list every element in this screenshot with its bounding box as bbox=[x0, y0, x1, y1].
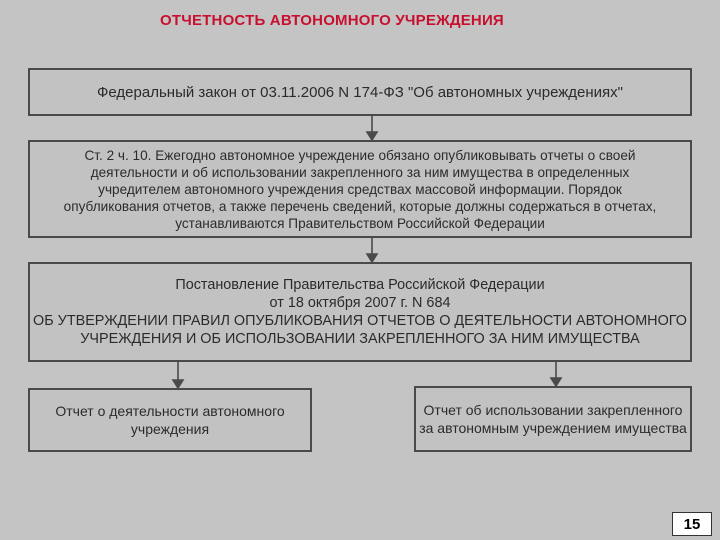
resolution-heading: Постановление Правительства Российской Федерации bbox=[175, 277, 545, 293]
activity-report-text: Отчет о деятельности автономного учреждения bbox=[55, 403, 285, 437]
slide-title: ОТЧЕТНОСТЬ АВТОНОМНОГО УЧРЕЖДЕНИЯ bbox=[160, 12, 504, 29]
arrow-resolution-to-property bbox=[551, 362, 561, 386]
arrow-article-to-resolution bbox=[367, 238, 377, 262]
resolution-title: ОБ УТВЕРЖДЕНИИ ПРАВИЛ ОПУБЛИКОВАНИЯ ОТЧЕТОВ О ДЕЯТЕЛЬНОСТИ АВТОНОМНОГО УЧРЕЖДЕНИЯ И ОБ ИСПОЛЬЗОВАНИИ ЗАКРЕПЛЕННОГО ЗА НИМ ИМУЩЕСТВА bbox=[33, 313, 687, 347]
page-number: 15 bbox=[672, 512, 712, 536]
arrow-law-to-article bbox=[367, 116, 377, 140]
resolution-date: от 18 октября 2007 г. N 684 bbox=[269, 295, 451, 311]
article-text: Ст. 2 ч. 10. Ежегодно автономное учреждение обязано опубликовывать отчеты о своей деятельности и об использовании закрепленного за ним имущества в определенных учредителем автономного учреждения средствах массовой информации. Порядок опубликования отчетов, а также перечень сведений, которые должны содержаться в отчетах, устанавливаются Правительством Российской Федерации bbox=[63, 147, 657, 231]
arrow-resolution-to-activity bbox=[173, 362, 183, 388]
property-report-text: Отчет об использовании закрепленного за автономным учреждением имущества bbox=[419, 402, 687, 436]
federal-law-text: Федеральный закон от 03.11.2006 N 174-ФЗ "Об автономных учреждениях" bbox=[97, 83, 623, 101]
